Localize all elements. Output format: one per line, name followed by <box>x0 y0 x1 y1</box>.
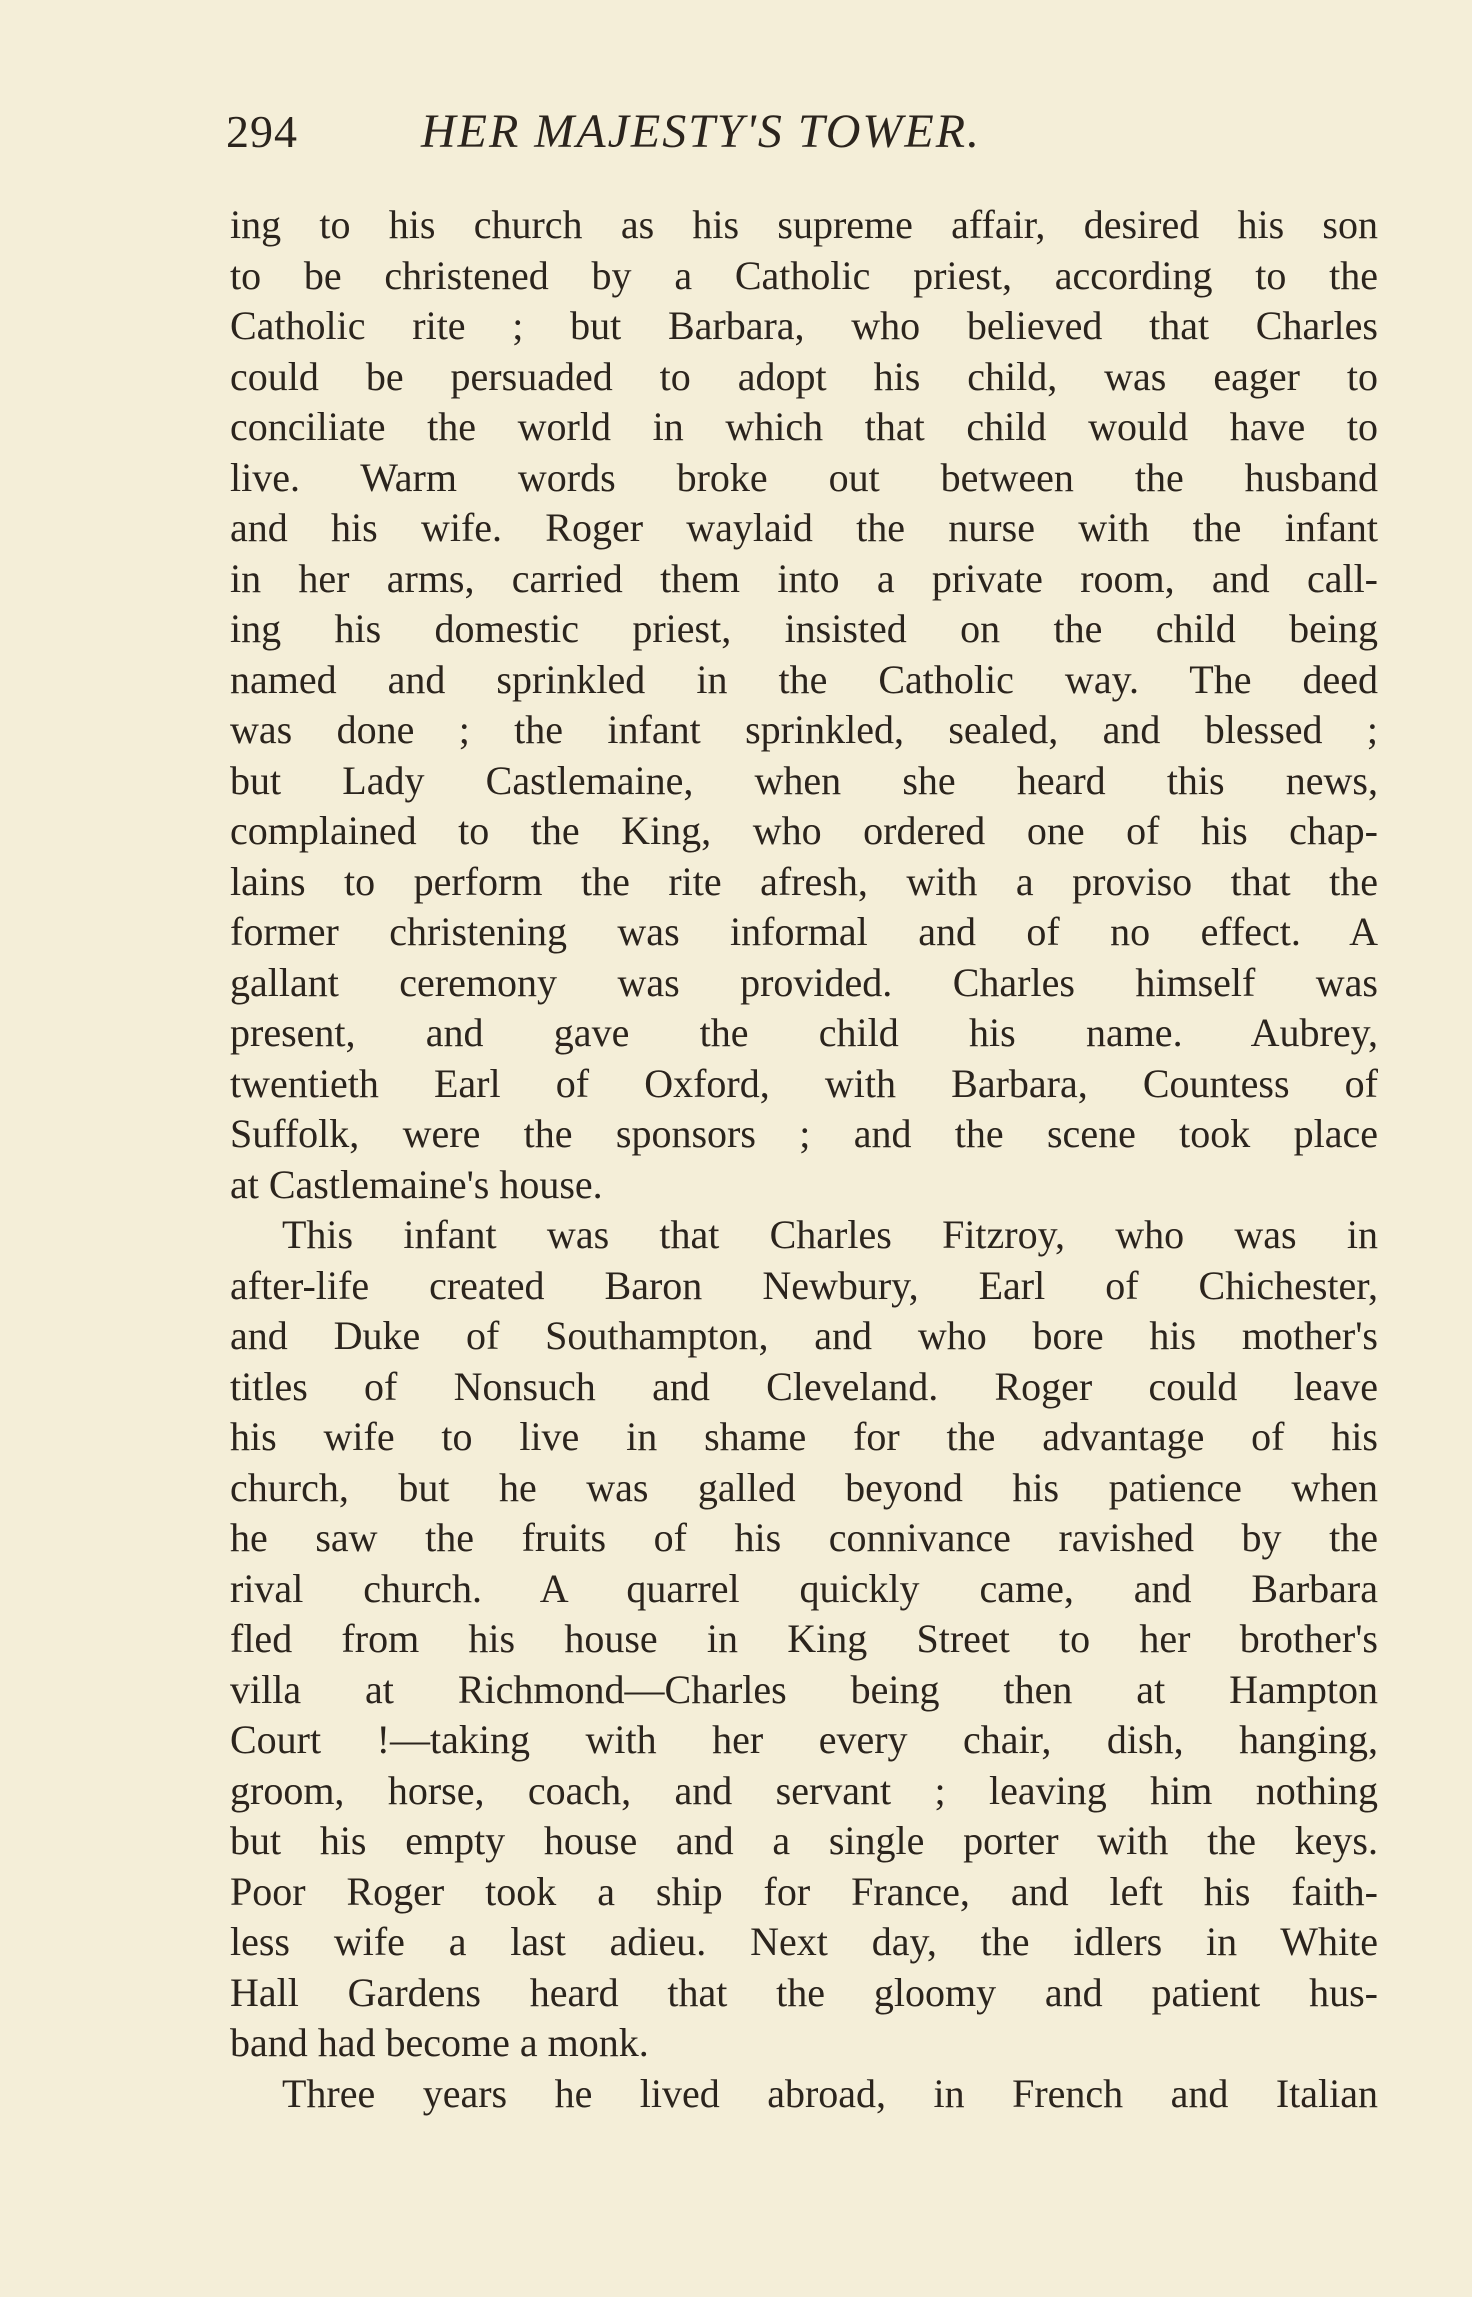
text-line: and Duke of Southampton, and who bore his mother's <box>230 1313 1378 1358</box>
text-line: complained to the King, who ordered one of his chap- <box>230 808 1378 853</box>
text-line: ing to his church as his supreme affair, desired his son <box>230 202 1378 247</box>
text-line: named and sprinkled in the Catholic way. The deed <box>230 656 1378 702</box>
text-line: Hall Gardens heard that the gloomy and patient hus- <box>230 1969 1378 2015</box>
text-line: at Castlemaine's house. <box>230 1161 603 1207</box>
text-line: live. Warm words broke out between the husband <box>230 454 1378 500</box>
text-line: to be christened by a Catholic priest, according to the <box>230 252 1378 298</box>
text-line: lains to perform the rite afresh, with a proviso that the <box>230 858 1378 904</box>
text-line: could be persuaded to adopt his child, was eager to <box>230 353 1378 399</box>
text-line: present, and gave the child his name. Aubrey, <box>230 1010 1378 1055</box>
running-title: HER MAJESTY'S TOWER. <box>421 105 982 158</box>
text-line: band had become a monk. <box>230 2020 649 2065</box>
text-line: was done ; the infant sprinkled, sealed, and blessed ; <box>230 707 1378 752</box>
text-line: but Lady Castlemaine, when she heard this news, <box>230 757 1378 803</box>
text-line: villa at Richmond—Charles being then at Hampton <box>230 1666 1378 1712</box>
text-line: This infant was that Charles Fitzroy, who was in <box>282 1212 1378 1257</box>
text-line: Suffolk, were the sponsors ; and the scene took place <box>230 1111 1378 1156</box>
text-line: he saw the fruits of his connivance ravished by the <box>230 1515 1378 1560</box>
body-text <box>230 200 1378 2119</box>
page-number: 294 <box>226 106 298 157</box>
text-line: fled from his house in King Street to her brother's <box>230 1616 1378 1661</box>
text-line: conciliate the world in which that child would have to <box>230 404 1378 449</box>
text-line: gallant ceremony was provided. Charles himself was <box>230 959 1378 1005</box>
text-line: his wife to live in shame for the advantage of his <box>230 1414 1378 1459</box>
text-line: after-life created Baron Newbury, Earl of Chichester, <box>230 1262 1378 1308</box>
text-line: and his wife. Roger waylaid the nurse with the infant <box>230 505 1378 550</box>
text-line: Poor Roger took a ship for France, and left his faith- <box>230 1868 1378 1914</box>
text-line: Catholic rite ; but Barbara, who believed that Charles <box>230 303 1378 348</box>
text-line: but his empty house and a single porter with the keys. <box>230 1818 1378 1863</box>
text-line: twentieth Earl of Oxford, with Barbara, Countess of <box>230 1060 1378 1106</box>
text-line: former christening was informal and of no effect. A <box>230 909 1378 954</box>
text-line: groom, horse, coach, and servant ; leaving him nothing <box>230 1767 1378 1813</box>
text-line: church, but he was galled beyond his patience when <box>230 1464 1378 1510</box>
text-line: less wife a last adieu. Next day, the idlers in White <box>230 1919 1378 1964</box>
page-header <box>226 102 1266 172</box>
text-line: rival church. A quarrel quickly came, and Barbara <box>230 1565 1378 1611</box>
text-line: Court !—taking with her every chair, dish, hanging, <box>230 1717 1378 1762</box>
text-line: in her arms, carried them into a private room, and call- <box>230 555 1378 601</box>
text-line: Three years he lived abroad, in French and Italian <box>282 2070 1378 2116</box>
text-line: ing his domestic priest, insisted on the child being <box>230 606 1378 651</box>
text-line: titles of Nonsuch and Cleveland. Roger could leave <box>230 1363 1378 1409</box>
